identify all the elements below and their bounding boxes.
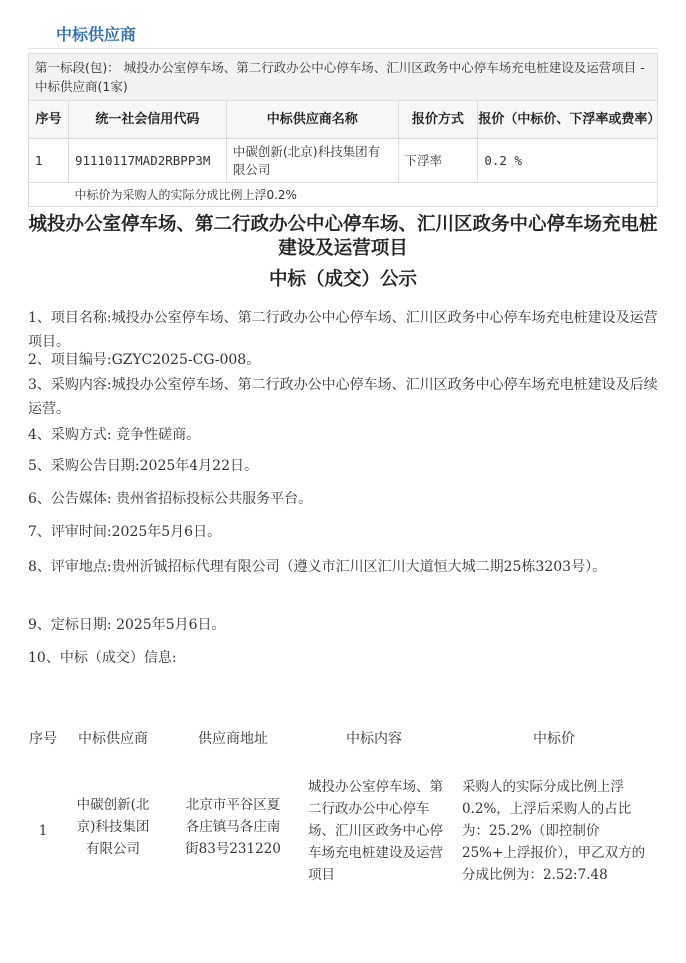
divider (28, 48, 658, 49)
result-row-content: 城投办公室停车场、第二行政办公中心停车场、汇川区政务中心停车场充电桩建设及运营项目 (308, 779, 443, 883)
result-header-price: 中标价 (533, 731, 575, 747)
item-award-info: 10、中标（成交）信息: (28, 650, 177, 666)
item-project-code: 2、项目编号:GZYC2025-CG-008。 (28, 352, 261, 368)
table-row (29, 139, 658, 183)
header-supplier: 中标供应商名称 (226, 101, 398, 139)
row-quote: 0.2 % (478, 139, 658, 183)
header-credit-code: 统一社会信用代码 (68, 101, 226, 139)
row-credit-code: 91110117MAD2RBPP3M (68, 139, 226, 183)
winner-table (28, 53, 661, 207)
item-project-name: 1、项目名称:城投办公室停车场、第二行政办公中心停车场、汇川区政务中心停车场充电桩建设及运营项目。 (28, 310, 658, 350)
lot-label: 第一标段(包)： 城投办公室停车场、第二行政办公中心停车场、汇川区政务中心停车场充电桩建设及运营项目 -中标供应商(1家) (29, 54, 658, 101)
result-table (28, 710, 658, 886)
section-title: 中标供应商 (56, 25, 137, 44)
row-supplier: 中碳创新(北京)科技集团有限公司 (226, 139, 398, 183)
result-row-index: 1 (38, 823, 48, 839)
result-row-price: 采购人的实际分成比例上浮0.2%，上浮后采购人的占比为：25.2%（即控制价25%+上浮报价），甲乙双方的分成比例为：2.52:7.48 (462, 779, 646, 883)
result-row-supplier: 中碳创新(北京)科技集团有限公司 (76, 797, 150, 857)
item-review-time: 7、评审时间:2025年5月6日。 (28, 524, 222, 540)
document-subtitle: 中标（成交）公示 (268, 269, 417, 290)
result-header-address: 供应商地址 (198, 731, 268, 747)
result-header-supplier: 中标供应商 (78, 731, 148, 747)
header-index: 序号 (29, 101, 69, 139)
row-quote-method: 下浮率 (398, 139, 478, 183)
result-header-content: 中标内容 (346, 731, 402, 747)
table-row (28, 768, 658, 886)
result-header-index: 序号 (29, 731, 57, 747)
header-quote-method: 报价方式 (398, 101, 478, 139)
row-index: 1 (29, 139, 69, 183)
item-review-place: 8、评审地点:贵州沂铖招标代理有限公司（遵义市汇川区汇川大道恒大城二期25栋3203号）。 (28, 559, 607, 575)
item-award-date: 9、定标日期: 2025年5月6日。 (28, 617, 226, 633)
winner-note: 中标价为采购人的实际分成比例上浮0.2% (68, 183, 657, 207)
document-title: 城投办公室停车场、第二行政办公中心停车场、汇川区政务中心停车场充电桩建设及运营项目 (28, 214, 658, 259)
header-quote: 报价（中标价、下浮率或费率） (478, 101, 658, 139)
item-notice-date: 5、采购公告日期:2025年4月22日。 (28, 458, 258, 474)
item-media: 6、公告媒体: 贵州省招标投标公共服务平台。 (28, 491, 313, 507)
item-content: 3、采购内容:城投办公室停车场、第二行政办公中心停车场、汇川区政务中心停车场充电桩建设及后续运营。 (28, 377, 658, 417)
result-row-address: 北京市平谷区夏各庄镇马各庄南街83号231220 (185, 797, 281, 857)
item-method: 4、采购方式: 竞争性磋商。 (28, 427, 201, 443)
